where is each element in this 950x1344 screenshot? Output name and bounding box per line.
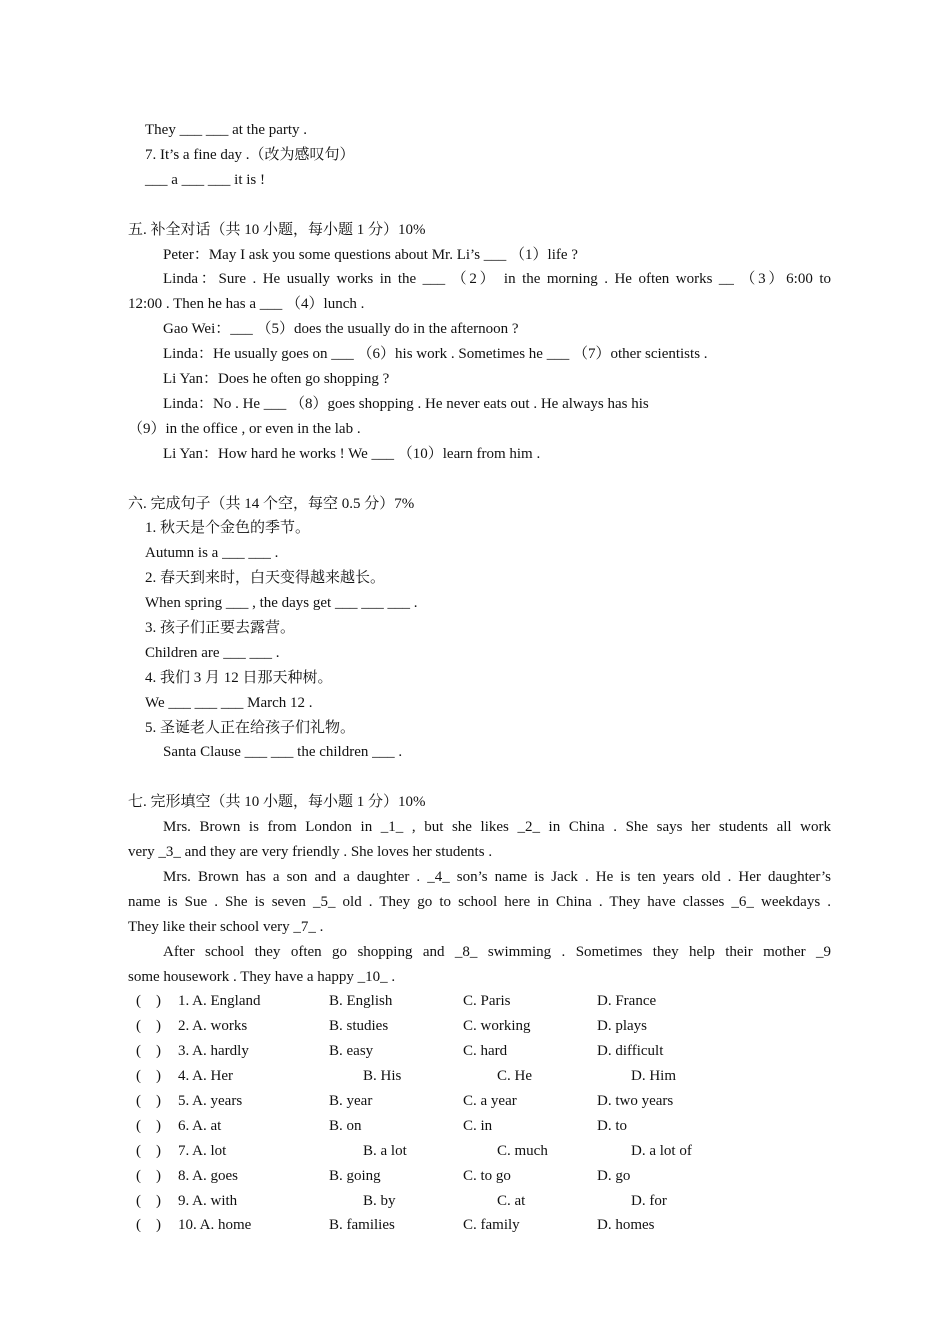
option-b: B. easy	[329, 1043, 374, 1059]
section6-heading: 六. 完成句子（共 14 个空，每空 0.5 分）7%	[128, 496, 415, 512]
answer-bracket[interactable]: ( )	[136, 1143, 161, 1159]
cloze-passage-line: They like their school very _7_ .	[128, 919, 324, 935]
option-d: D. difficult	[597, 1043, 664, 1059]
option-b: B. families	[329, 1217, 395, 1233]
cloze-passage-line: some housework . They have a happy _10_ .	[128, 969, 396, 985]
option-d: D. a lot of	[631, 1143, 692, 1159]
dialogue-line: Li Yan：How hard he works ! We ___ （10）learn from him .	[163, 446, 541, 462]
part4-answer-line: ___ a ___ ___ it is !	[145, 172, 265, 188]
option-a: 4. A. Her	[178, 1068, 233, 1084]
option-c: C. hard	[463, 1043, 508, 1059]
cloze-passage-line: Mrs. Brown is from London in _1_ , but she likes _2_ in China . She says her students all work	[163, 819, 831, 835]
option-a: 7. A. lot	[178, 1143, 227, 1159]
option-d: D. France	[597, 993, 657, 1009]
option-b: B. a lot	[363, 1143, 407, 1159]
sentence-prompt: 3. 孩子们正要去露营。	[145, 620, 296, 636]
option-c: C. a year	[463, 1093, 517, 1109]
option-b: B. His	[363, 1068, 402, 1084]
sentence-prompt: 5. 圣诞老人正在给孩子们礼物。	[145, 720, 356, 736]
part4-line-they: They ___ ___ at the party .	[145, 122, 308, 138]
sentence-answer: Santa Clause ___ ___ the children ___ .	[163, 744, 403, 760]
sentence-prompt: 4. 我们 3 月 12 日那天种树。	[145, 670, 333, 686]
section7-heading: 七. 完形填空（共 10 小题，每小题 1 分）10%	[128, 794, 426, 810]
option-c: C. working	[463, 1018, 531, 1034]
cloze-passage-line: very _3_ and they are very friendly . She loves her students .	[128, 844, 493, 860]
dialogue-line: Li Yan：Does he often go shopping ?	[163, 371, 390, 387]
dialogue-line: Linda：No . He ___ （8）goes shopping . He never eats out . He always has his	[163, 396, 649, 412]
option-c: C. family	[463, 1217, 520, 1233]
sentence-answer: Children are ___ ___ .	[145, 645, 280, 661]
option-a: 3. A. hardly	[178, 1043, 249, 1059]
dialogue-line: Gao Wei：___ （5）does the usually do in the afternoon ?	[163, 321, 519, 337]
sentence-answer: When spring ___ , the days get ___ ___ ___ .	[145, 595, 418, 611]
answer-bracket[interactable]: ( )	[136, 1118, 161, 1134]
sentence-answer: Autumn is a ___ ___ .	[145, 545, 279, 561]
option-a: 10. A. home	[178, 1217, 252, 1233]
answer-bracket[interactable]: ( )	[136, 1093, 161, 1109]
option-d: D. homes	[597, 1217, 655, 1233]
part4-question-7: 7. It’s a fine day .（改为感叹句）	[145, 147, 355, 163]
option-a: 9. A. with	[178, 1193, 238, 1209]
dialogue-line: Linda：He usually goes on ___ （6）his work . Sometimes he ___ （7）other scientists .	[163, 346, 708, 362]
option-c: C. in	[463, 1118, 493, 1134]
cloze-passage-line: Mrs. Brown has a son and a daughter . _4_ son’s name is Jack . He is ten years old . Her daughter’s	[163, 869, 831, 885]
sentence-answer: We ___ ___ ___ March 12 .	[145, 695, 313, 711]
answer-bracket[interactable]: ( )	[136, 1068, 161, 1084]
cloze-passage-line: name is Sue . She is seven _5_ old . They go to school here in China . They have classes _6_ weekdays .	[128, 894, 831, 910]
option-d: D. plays	[597, 1018, 647, 1034]
sentence-prompt: 1. 秋天是个金色的季节。	[145, 520, 311, 536]
dialogue-line: Peter：May I ask you some questions about Mr. Li’s ___ （1）life ?	[163, 247, 578, 263]
option-a: 2. A. works	[178, 1018, 248, 1034]
option-a: 5. A. years	[178, 1093, 243, 1109]
option-b: B. studies	[329, 1018, 389, 1034]
option-b: B. going	[329, 1168, 381, 1184]
answer-bracket[interactable]: ( )	[136, 1193, 161, 1209]
option-c: C. much	[497, 1143, 548, 1159]
answer-bracket[interactable]: ( )	[136, 1018, 161, 1034]
option-d: D. Him	[631, 1068, 676, 1084]
option-b: B. on	[329, 1118, 362, 1134]
section5-heading: 五. 补全对话（共 10 小题，每小题 1 分）10%	[128, 222, 426, 238]
option-d: D. to	[597, 1118, 627, 1134]
option-a: 1. A. England	[178, 993, 261, 1009]
dialogue-line: Linda：Sure . He usually works in the ___ （2） in the morning . He often works __ （3）6:00 to	[163, 271, 831, 287]
answer-bracket[interactable]: ( )	[136, 1168, 161, 1184]
answer-bracket[interactable]: ( )	[136, 1217, 161, 1233]
dialogue-line: 12:00 . Then he has a ___ （4）lunch .	[128, 296, 365, 312]
option-c: C. at	[497, 1193, 526, 1209]
option-d: D. go	[597, 1168, 631, 1184]
option-a: 8. A. goes	[178, 1168, 238, 1184]
sentence-prompt: 2. 春天到来时，白天变得越来越长。	[145, 570, 386, 586]
option-c: C. Paris	[463, 993, 511, 1009]
dialogue-line: （9）in the office , or even in the lab .	[128, 421, 361, 437]
answer-bracket[interactable]: ( )	[136, 993, 161, 1009]
option-b: B. year	[329, 1093, 373, 1109]
cloze-passage-line: After school they often go shopping and _8_ swimming . Sometimes they help their mother _9	[163, 944, 831, 960]
option-c: C. He	[497, 1068, 532, 1084]
option-b: B. by	[363, 1193, 396, 1209]
option-c: C. to go	[463, 1168, 511, 1184]
option-b: B. English	[329, 993, 393, 1009]
option-d: D. two years	[597, 1093, 674, 1109]
option-d: D. for	[631, 1193, 667, 1209]
answer-bracket[interactable]: ( )	[136, 1043, 161, 1059]
option-a: 6. A. at	[178, 1118, 222, 1134]
